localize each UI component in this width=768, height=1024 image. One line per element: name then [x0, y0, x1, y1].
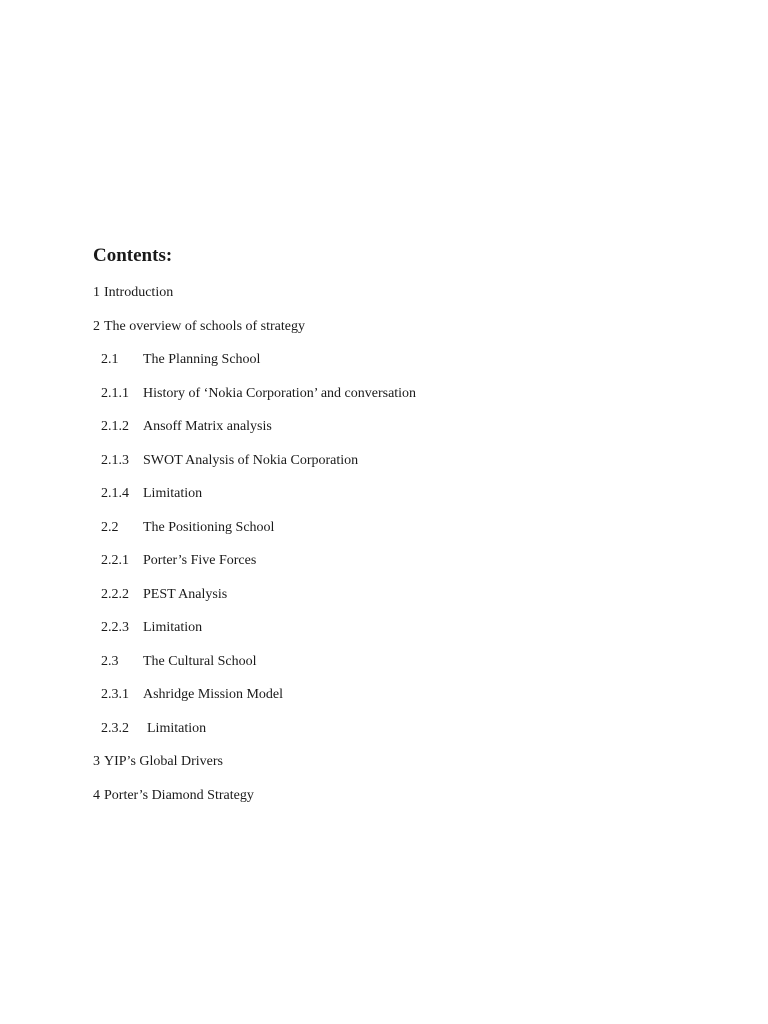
toc-entry-number: 2.2.2: [101, 586, 129, 602]
toc-entry-number: 2.3.2: [101, 720, 129, 736]
toc-entry-planning-school: [93, 350, 416, 384]
toc-entry-title: Porter’s Five Forces: [143, 553, 257, 568]
toc-entry-title: The Planning School: [143, 352, 261, 367]
toc-entry-number: 2.2: [101, 519, 119, 535]
contents-heading: Contents:: [93, 245, 173, 266]
toc-entry-number: 2.2.3: [101, 620, 129, 635]
toc-entry-number: 2.3.1: [101, 687, 129, 702]
toc-entry-history-nokia: [93, 384, 416, 418]
toc-entry-title: Ashridge Mission Model: [143, 687, 283, 702]
toc-entry-title: YIP’s Global Drivers: [104, 754, 223, 769]
table-of-contents: [93, 283, 416, 819]
toc-entry-ashridge-model: [93, 685, 416, 719]
toc-entry-title: The Positioning School: [143, 519, 275, 535]
toc-entry-number: 2.2.1: [101, 553, 129, 568]
toc-entry-ansoff-matrix: [93, 417, 416, 451]
toc-entry-title: History of ‘Nokia Corporation’ and conversation: [143, 385, 417, 401]
toc-entry-overview-schools: [93, 317, 416, 351]
toc-entry-title: SWOT Analysis of Nokia Corporation: [143, 452, 359, 468]
toc-entry-number: 1: [93, 285, 100, 300]
toc-entry-title: Ansoff Matrix analysis: [143, 419, 272, 434]
toc-entry-number: 2.1.3: [101, 452, 129, 468]
toc-entry-number: 2.3: [101, 653, 119, 669]
toc-entry-title: Porter’s Diamond Strategy: [104, 787, 254, 803]
toc-entry-number: 2.1.1: [101, 385, 129, 401]
toc-entry-number: 2.1.4: [101, 486, 129, 501]
toc-entry-limitation-3: [93, 719, 416, 753]
toc-entry-number: 3: [93, 754, 100, 769]
toc-entry-title: Limitation: [147, 720, 207, 736]
toc-entry-title: The Cultural School: [143, 653, 257, 669]
toc-entry-limitation-1: [93, 484, 416, 518]
toc-entry-title: Introduction: [104, 285, 174, 300]
toc-entry-title: PEST Analysis: [143, 586, 228, 602]
toc-entry-global-drivers: [93, 752, 416, 786]
toc-entry-number: 2: [93, 318, 100, 334]
toc-entry-title: Limitation: [143, 620, 203, 635]
toc-entry-swot-analysis: [93, 451, 416, 485]
toc-entry-cultural-school: [93, 652, 416, 686]
toc-entry-introduction: [93, 283, 416, 317]
toc-entry-five-forces: [93, 551, 416, 585]
toc-entry-number: 2.1.2: [101, 419, 129, 434]
toc-entry-limitation-2: [93, 618, 416, 652]
toc-entry-pest-analysis: [93, 585, 416, 619]
toc-entry-number: 2.1: [101, 352, 119, 367]
toc-entry-positioning-school: [93, 518, 416, 552]
toc-entry-number: 4: [93, 787, 100, 803]
toc-entry-diamond-strategy: [93, 786, 416, 820]
toc-entry-title: Limitation: [143, 486, 203, 501]
toc-entry-title: The overview of schools of strategy: [104, 318, 305, 334]
